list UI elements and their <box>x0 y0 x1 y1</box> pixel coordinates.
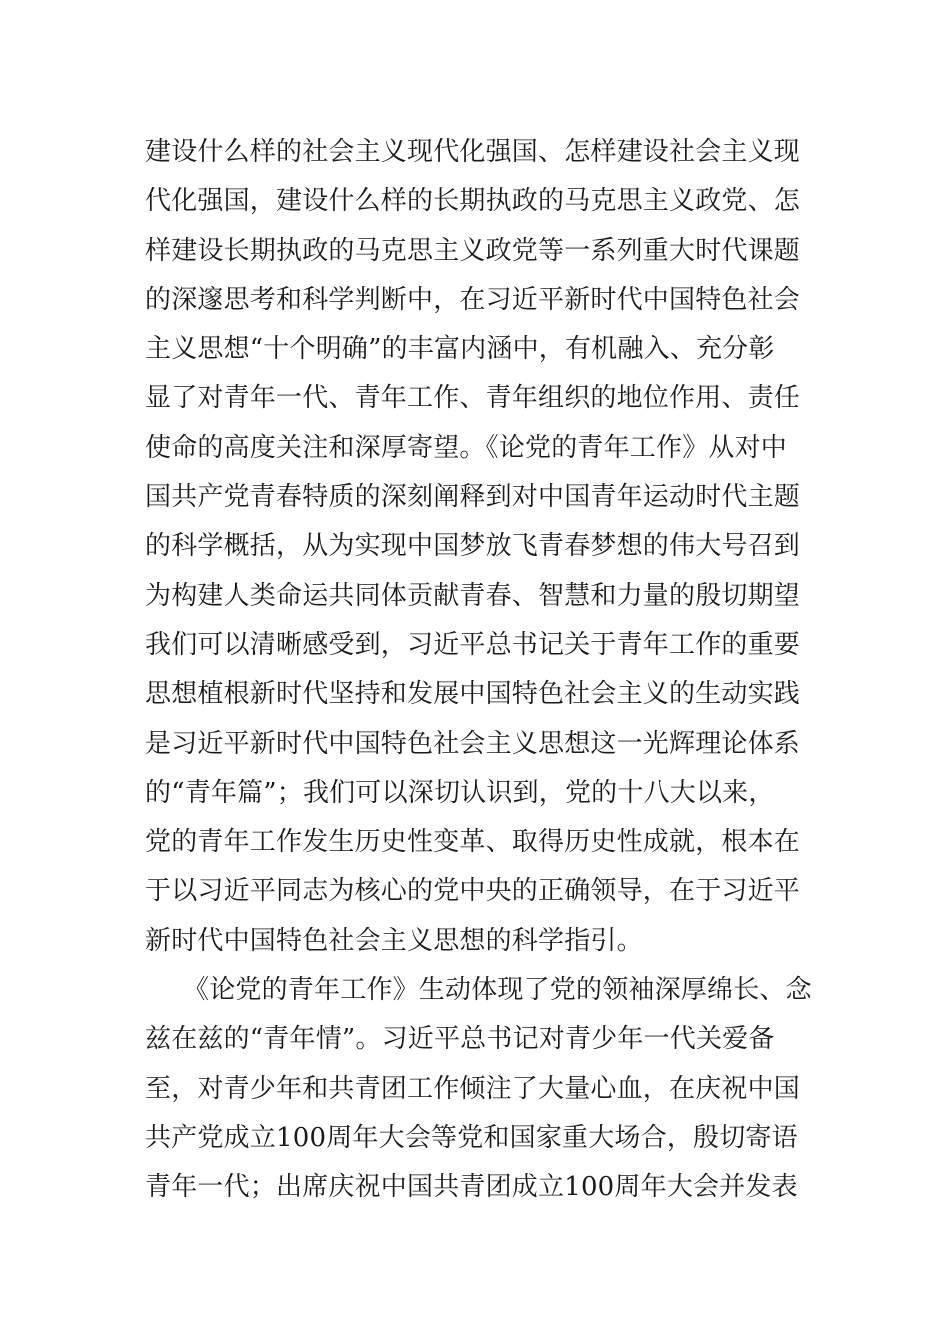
text-line: 青年一代；出席庆祝中国共青团成立100周年大会并发表 <box>145 1172 798 1203</box>
text-line: 的深邃思考和科学判断中，在习近平新时代中国特色社会 <box>145 284 801 315</box>
text-line: 显了对青年一代、青年工作、青年组织的地位作用、责任 <box>145 383 801 414</box>
text-line: 样建设长期执政的马克思主义政党等一系列重大时代课题 <box>145 235 801 266</box>
text-line: 使命的高度关注和深厚寄望。《论党的青年工作》从对中 <box>145 432 788 463</box>
paragraph-start-line: 《论党的青年工作》生动体现了党的领袖深厚绵长、念 <box>183 975 812 1006</box>
text-line: 我们可以清晰感受到，习近平总书记关于青年工作的重要 <box>145 629 801 660</box>
text-line: 建设什么样的社会主义现代化强国、怎样建设社会主义现 <box>145 137 801 167</box>
text-line: 为构建人类命运共同体贡献青春、智慧和力量的殷切期望 <box>145 580 801 611</box>
text-line: 主义思想“十个明确”的丰富内涵中，有机融入、充分彰 <box>145 334 775 365</box>
text-line: 新时代中国特色社会主义思想的科学指引。 <box>145 925 643 956</box>
text-line: 兹在兹的“青年情”。习近平总书记对青少年一代关爱备 <box>145 1024 775 1055</box>
text-line: 党的青年工作发生历史性变革、取得历史性成就，根本在 <box>145 827 801 858</box>
text-line: 于以习近平同志为核心的党中央的正确领导，在于习近平 <box>145 876 801 907</box>
text-line: 共产党成立100周年大会等党和国家重大场合，殷切寄语 <box>145 1122 798 1153</box>
text-line: 国共产党青春特质的深刻阐释到对中国青年运动时代主题 <box>145 482 801 513</box>
text-line: 代化强国，建设什么样的长期执政的马克思主义政党、怎 <box>145 186 801 217</box>
text-line: 的科学概括，从为实现中国梦放飞青春梦想的伟大号召到 <box>145 531 801 562</box>
body-text <box>145 128 825 1213</box>
text-line: 是习近平新时代中国特色社会主义思想这一光辉理论体系 <box>145 728 801 759</box>
text-line: 的“青年篇”；我们可以深切认识到，党的十八大以来， <box>145 777 775 808</box>
text-line: 至，对青少年和共青团工作倾注了大量心血，在庆祝中国 <box>145 1073 801 1104</box>
text-line: 思想植根新时代坚持和发展中国特色社会主义的生动实践 <box>145 679 801 710</box>
